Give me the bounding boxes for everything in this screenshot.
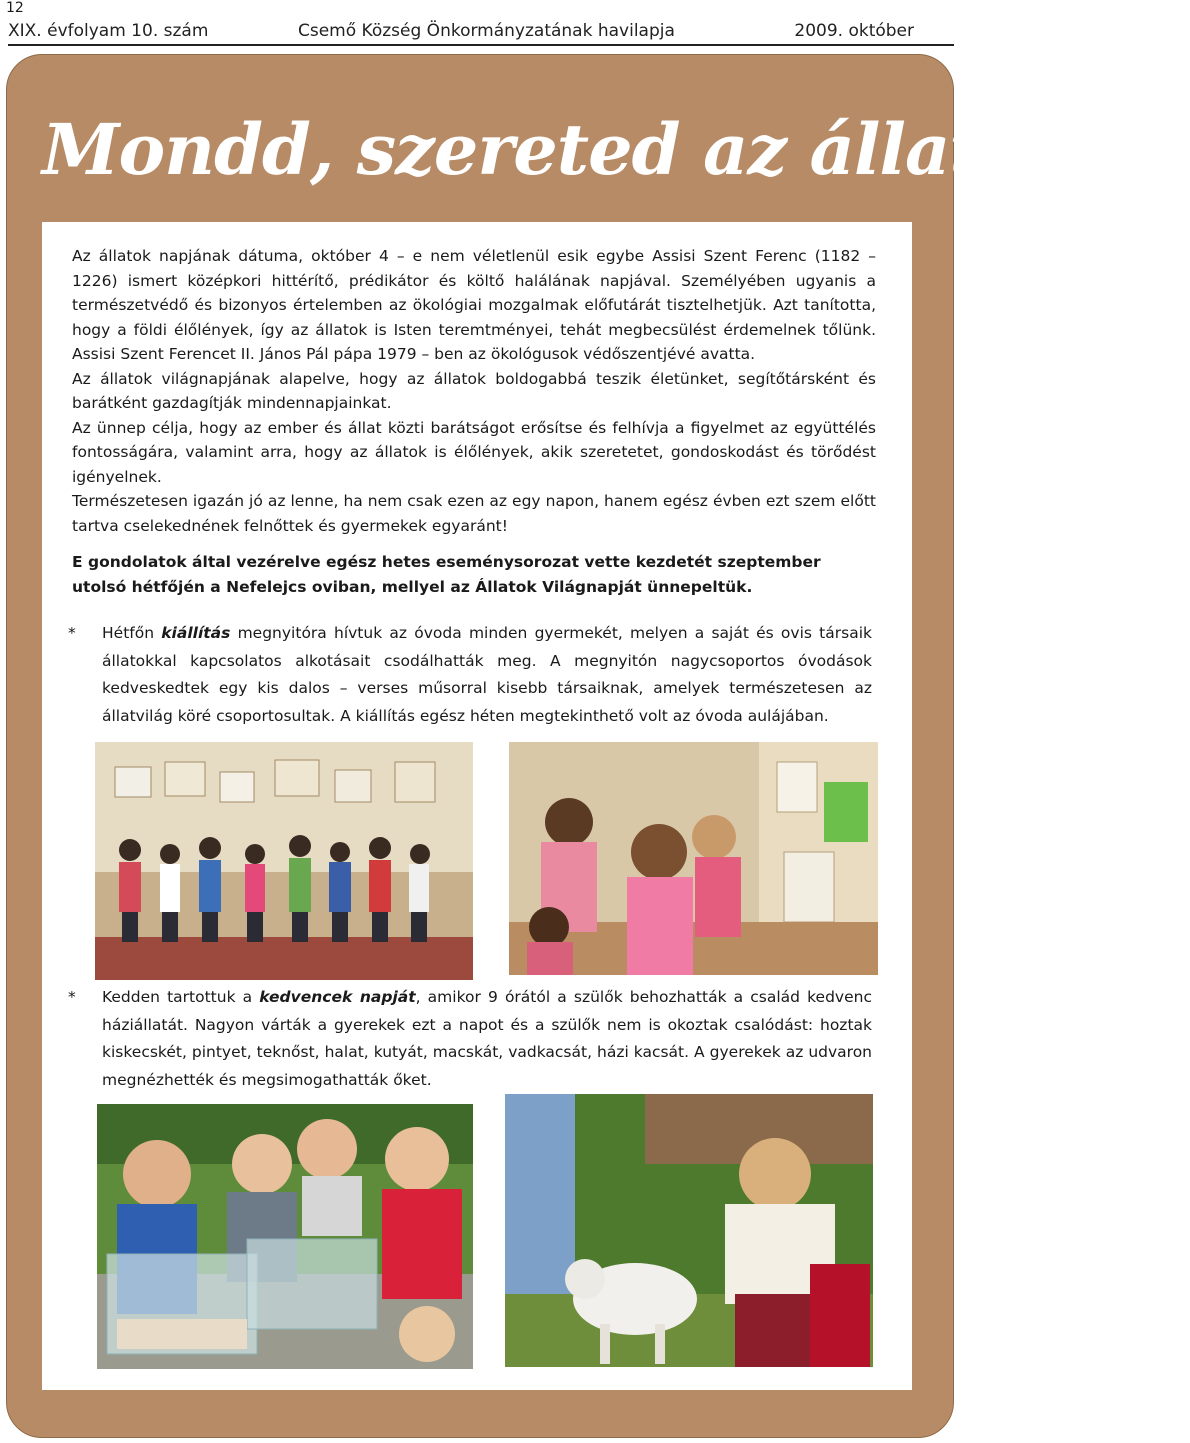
issue-info: XIX. évfolyam 10. szám — [8, 21, 209, 41]
intro-text — [72, 244, 876, 538]
bullet-text-start: Kedden tartottuk a — [102, 988, 260, 1006]
page-header — [8, 20, 954, 46]
intro-paragraph: Az állatok napjának dátuma, október 4 – e nem véletlenül esik egybe Assisi Szent Ferenc (1182 – 1226) ismert középkori hittérítő, prédikátor és költő halálának napjával. Személyében ugyanis a természetvédő és bizonyos értelemben az ökológiai mozgalmak előfutárát tisztelhetjük. Azt tanította, hogy a földi élőlények, így az állatok is Isten teremtményei, tehát megbecsülést érdemelnek tőlünk. Assisi Szent Ferencet II. János Pál pápa 1979 – ben az ökológusok védőszentjévé avatta. — [72, 247, 876, 363]
intro-paragraph: Természetesen igazán jó az lenne, ha nem csak ezen az egy napon, hanem egész évben ezt szem előtt tartva cselekednének felnőttek és gyermekek egyaránt! — [72, 492, 876, 535]
bullet-text-rest: , amikor 9 órától a szülők behozhatták a család kedvenc háziállatát. Nagyon várták a gyerekek ezt a napot és a szülők nem is okoztak csalódást: hoztak kiskecskét, pintyet, teknőst, halat, kutyát, macskát, vadkacsát, házi kacsát. A gyerekek az udvaron megnézhették és megsimogathatták őket. — [102, 988, 872, 1089]
intro-paragraph: Az ünnep célja, hogy az ember és állat közti barátságot erősítse és felhívja a figyelmet az együttélés fontosságára, valamint arra, hogy az állatok is élőlények, akik szeretetet, gondoskodást és törődést igényelnek. — [72, 418, 876, 486]
bullet-text-start: Hétfőn — [102, 624, 162, 642]
exhibition-photo-girls — [509, 742, 878, 975]
article-title: Mondd, szereted az állatokat? — [42, 108, 1190, 191]
bullet-text — [102, 620, 872, 730]
bullet-text-rest: megnyitóra hívtuk az óvoda minden gyermekét, melyen a saját és ovis társaik állatokkal kapcsolatos alkotásait csodálhatták meg. A megnyitón nagycsoportos óvodások kedveskedtek egy kis dalos – verses műsorral kisebb társaiknak, amelyek természetesen az állatvilág köré csoportosultak. A kiállítás egész héten megtekinthető volt az óvoda aulájában. — [102, 624, 872, 725]
issue-date: 2009. október — [794, 21, 914, 41]
publication-name: Csemő Község Önkormányzatának havilapja — [298, 21, 675, 41]
lead-text — [72, 550, 876, 600]
pet-day-photo-aquarium — [97, 1104, 473, 1369]
bullet-emphasis: kiállítás — [161, 624, 231, 642]
article-body — [42, 222, 912, 1390]
lead-paragraph: E gondolatok által vezérelve egész hetes eseménysorozat vette kezdetét szeptember utolsó hétfőjén a Nefelejcs oviban, mellyel az Állatok Világnapját ünnepeltük. — [72, 553, 821, 596]
pet-day-photo-goat — [505, 1094, 873, 1367]
bullet-exhibition — [68, 620, 872, 730]
bullet-pet-day — [68, 984, 872, 1094]
page-number: 12 — [6, 0, 24, 16]
bullet-emphasis: kedvencek napját — [259, 988, 416, 1006]
exhibition-photo-group — [95, 742, 473, 980]
bullet-marker: * — [68, 624, 76, 642]
bullet-marker: * — [68, 988, 76, 1006]
bullet-text — [102, 984, 872, 1094]
intro-paragraph: Az állatok világnapjának alapelve, hogy az állatok boldogabbá teszik életünket, segítőtársként és barátként gazdagítják mindennapjainkat. — [72, 369, 876, 412]
